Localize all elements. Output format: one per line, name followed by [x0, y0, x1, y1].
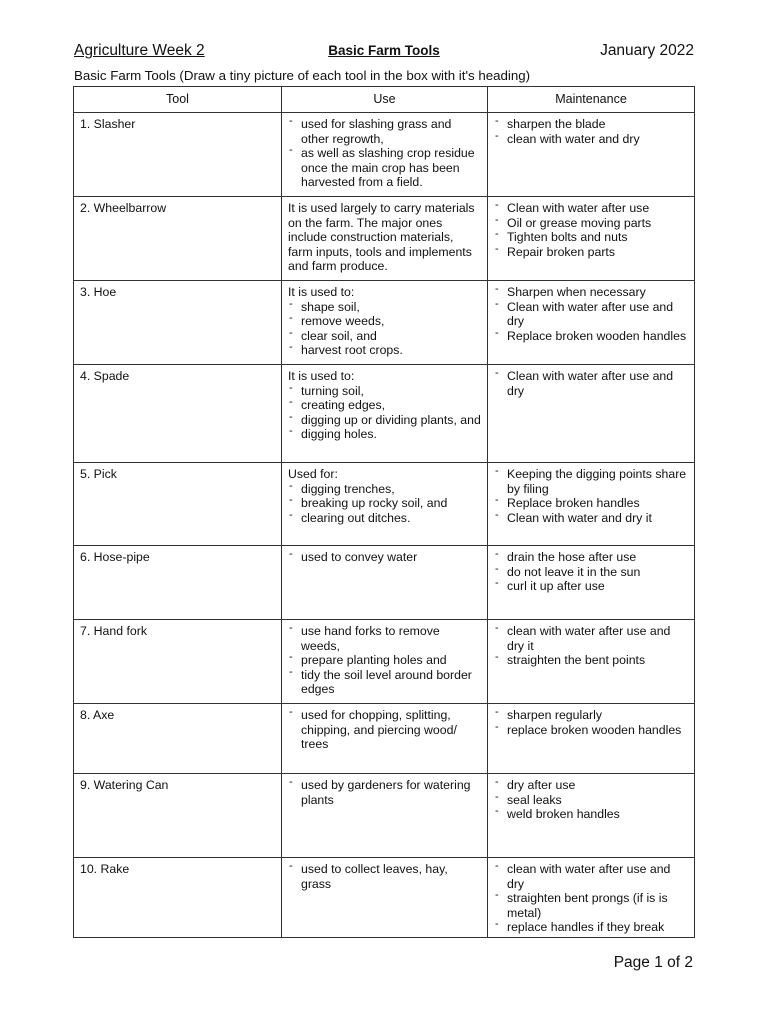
- table-row: [74, 620, 695, 704]
- maintenance-list-item: - replace broken wooden handles: [494, 723, 688, 738]
- tool-name-cell: 7. Hand fork: [74, 620, 282, 704]
- use-cell: [282, 620, 488, 704]
- maintenance-list-item: - Replace broken handles: [494, 496, 688, 511]
- tool-name-cell: 4. Spade: [74, 365, 282, 463]
- use-intro-text: It is used to:: [288, 369, 355, 383]
- maintenance-list-item: - straighten the bent points: [494, 653, 688, 668]
- use-list-item: - digging up or dividing plants, and: [288, 413, 481, 428]
- maintenance-list: [494, 550, 688, 594]
- maintenance-list: [494, 708, 688, 737]
- table-row: [74, 546, 695, 620]
- page-header: [74, 42, 694, 64]
- instructions: Basic Farm Tools (Draw a tiny picture of each tool in the box with it's heading): [74, 68, 531, 83]
- use-list-item: - turning soil,: [288, 384, 481, 399]
- table-row: [74, 281, 695, 365]
- column-header-maintenance: Maintenance: [488, 87, 695, 113]
- use-intro-text: It is used largely to carry materials on the farm. The major ones include construction materials, farm inputs, tools and implements and farm produce.: [288, 201, 475, 274]
- maintenance-list-item: - Clean with water and dry it: [494, 511, 688, 526]
- use-list-item: - digging trenches,: [288, 482, 481, 497]
- column-header-tool: Tool: [74, 87, 282, 113]
- use-list-item: - clear soil, and: [288, 329, 481, 344]
- use-list-item: - use hand forks to remove weeds,: [288, 624, 481, 653]
- maintenance-list-item: - Clean with water after use and dry: [494, 300, 688, 329]
- use-list: [288, 550, 481, 565]
- use-list-item: - used for slashing grass and other regrowth,: [288, 117, 481, 146]
- use-cell: [282, 463, 488, 546]
- maintenance-list: [494, 369, 688, 398]
- use-cell: [282, 281, 488, 365]
- maintenance-list-item: - Keeping the digging points share by filing: [494, 467, 688, 496]
- column-header-use: Use: [282, 87, 488, 113]
- maintenance-cell: [488, 704, 695, 774]
- maintenance-list-item: - replace handles if they break: [494, 920, 688, 935]
- tool-name-cell: 8. Axe: [74, 704, 282, 774]
- use-list-item: - used to collect leaves, hay, grass: [288, 862, 481, 891]
- maintenance-list: [494, 624, 688, 668]
- maintenance-list-item: - Sharpen when necessary: [494, 285, 688, 300]
- use-list: [288, 300, 481, 358]
- tool-name-cell: 9. Watering Can: [74, 774, 282, 858]
- maintenance-list-item: - Oil or grease moving parts: [494, 216, 688, 231]
- use-intro-text: Used for:: [288, 467, 338, 481]
- use-intro-text: It is used to:: [288, 285, 355, 299]
- use-list-item: - creating edges,: [288, 398, 481, 413]
- use-list-item: - used to convey water: [288, 550, 481, 565]
- maintenance-cell: [488, 858, 695, 938]
- table-header-row: [74, 87, 695, 113]
- maintenance-cell: [488, 463, 695, 546]
- maintenance-list-item: - Replace broken wooden handles: [494, 329, 688, 344]
- use-cell: [282, 546, 488, 620]
- maintenance-list-item: - Clean with water after use and dry: [494, 369, 688, 398]
- page-number: Page 1 of 2: [613, 954, 693, 971]
- maintenance-list-item: - clean with water after use and dry: [494, 862, 688, 891]
- tool-name-cell: 3. Hoe: [74, 281, 282, 365]
- use-list-item: - harvest root crops.: [288, 343, 481, 358]
- maintenance-list: [494, 467, 688, 525]
- maintenance-cell: [488, 197, 695, 281]
- maintenance-cell: [488, 620, 695, 704]
- use-list-item: - used by gardeners for watering plants: [288, 778, 481, 807]
- use-cell: [282, 113, 488, 197]
- table-body: [74, 113, 695, 938]
- maintenance-list-item: - clean with water after use and dry it: [494, 624, 688, 653]
- use-cell: [282, 365, 488, 463]
- document-title: Basic Farm Tools: [328, 43, 440, 58]
- table-row: [74, 365, 695, 463]
- use-list: [288, 624, 481, 697]
- maintenance-cell: [488, 774, 695, 858]
- maintenance-list-item: - curl it up after use: [494, 579, 688, 594]
- table-row: [74, 774, 695, 858]
- course-label: Agriculture Week 2: [74, 42, 205, 59]
- maintenance-cell: [488, 546, 695, 620]
- use-cell: [282, 774, 488, 858]
- maintenance-cell: [488, 281, 695, 365]
- use-list-item: - digging holes.: [288, 427, 481, 442]
- maintenance-list-item: - drain the hose after use: [494, 550, 688, 565]
- tool-name-cell: 1. Slasher: [74, 113, 282, 197]
- use-list: [288, 778, 481, 807]
- maintenance-list: [494, 285, 688, 343]
- maintenance-list-item: - clean with water and dry: [494, 132, 688, 147]
- table-row: [74, 704, 695, 774]
- use-cell: [282, 197, 488, 281]
- maintenance-cell: [488, 365, 695, 463]
- use-list-item: - breaking up rocky soil, and: [288, 496, 481, 511]
- tool-name-cell: 2. Wheelbarrow: [74, 197, 282, 281]
- tool-name-cell: 6. Hose-pipe: [74, 546, 282, 620]
- table-row: [74, 858, 695, 938]
- maintenance-list-item: - Clean with water after use: [494, 201, 688, 216]
- tool-name-cell: 10. Rake: [74, 858, 282, 938]
- maintenance-list: [494, 201, 688, 259]
- maintenance-list-item: - seal leaks: [494, 793, 688, 808]
- use-cell: [282, 704, 488, 774]
- use-list-item: - as well as slashing crop residue once the main crop has been harvested from a field.: [288, 146, 481, 190]
- maintenance-list-item: - weld broken handles: [494, 807, 688, 822]
- use-list: [288, 708, 481, 752]
- maintenance-list: [494, 778, 688, 822]
- maintenance-list: [494, 862, 688, 935]
- use-list: [288, 482, 481, 526]
- use-cell: [282, 858, 488, 938]
- tool-name-cell: 5. Pick: [74, 463, 282, 546]
- use-list: [288, 862, 481, 891]
- document-date: January 2022: [600, 42, 694, 59]
- maintenance-list-item: - sharpen regularly: [494, 708, 688, 723]
- maintenance-cell: [488, 113, 695, 197]
- maintenance-list-item: - do not leave it in the sun: [494, 565, 688, 580]
- use-list-item: - clearing out ditches.: [288, 511, 481, 526]
- use-list-item: - remove weeds,: [288, 314, 481, 329]
- maintenance-list: [494, 117, 688, 146]
- maintenance-list-item: - straighten bent prongs (if is is metal): [494, 891, 688, 920]
- maintenance-list-item: - Tighten bolts and nuts: [494, 230, 688, 245]
- maintenance-list-item: - Repair broken parts: [494, 245, 688, 260]
- table-row: [74, 113, 695, 197]
- use-list-item: - shape soil,: [288, 300, 481, 315]
- maintenance-list-item: - sharpen the blade: [494, 117, 688, 132]
- tools-table: [73, 86, 695, 938]
- use-list: [288, 117, 481, 190]
- table-row: [74, 463, 695, 546]
- use-list-item: - used for chopping, splitting, chipping, and piercing wood/ trees: [288, 708, 481, 752]
- use-list-item: - tidy the soil level around border edges: [288, 668, 481, 697]
- use-list-item: - prepare planting holes and: [288, 653, 481, 668]
- maintenance-list-item: - dry after use: [494, 778, 688, 793]
- use-list: [288, 384, 481, 442]
- table-row: [74, 197, 695, 281]
